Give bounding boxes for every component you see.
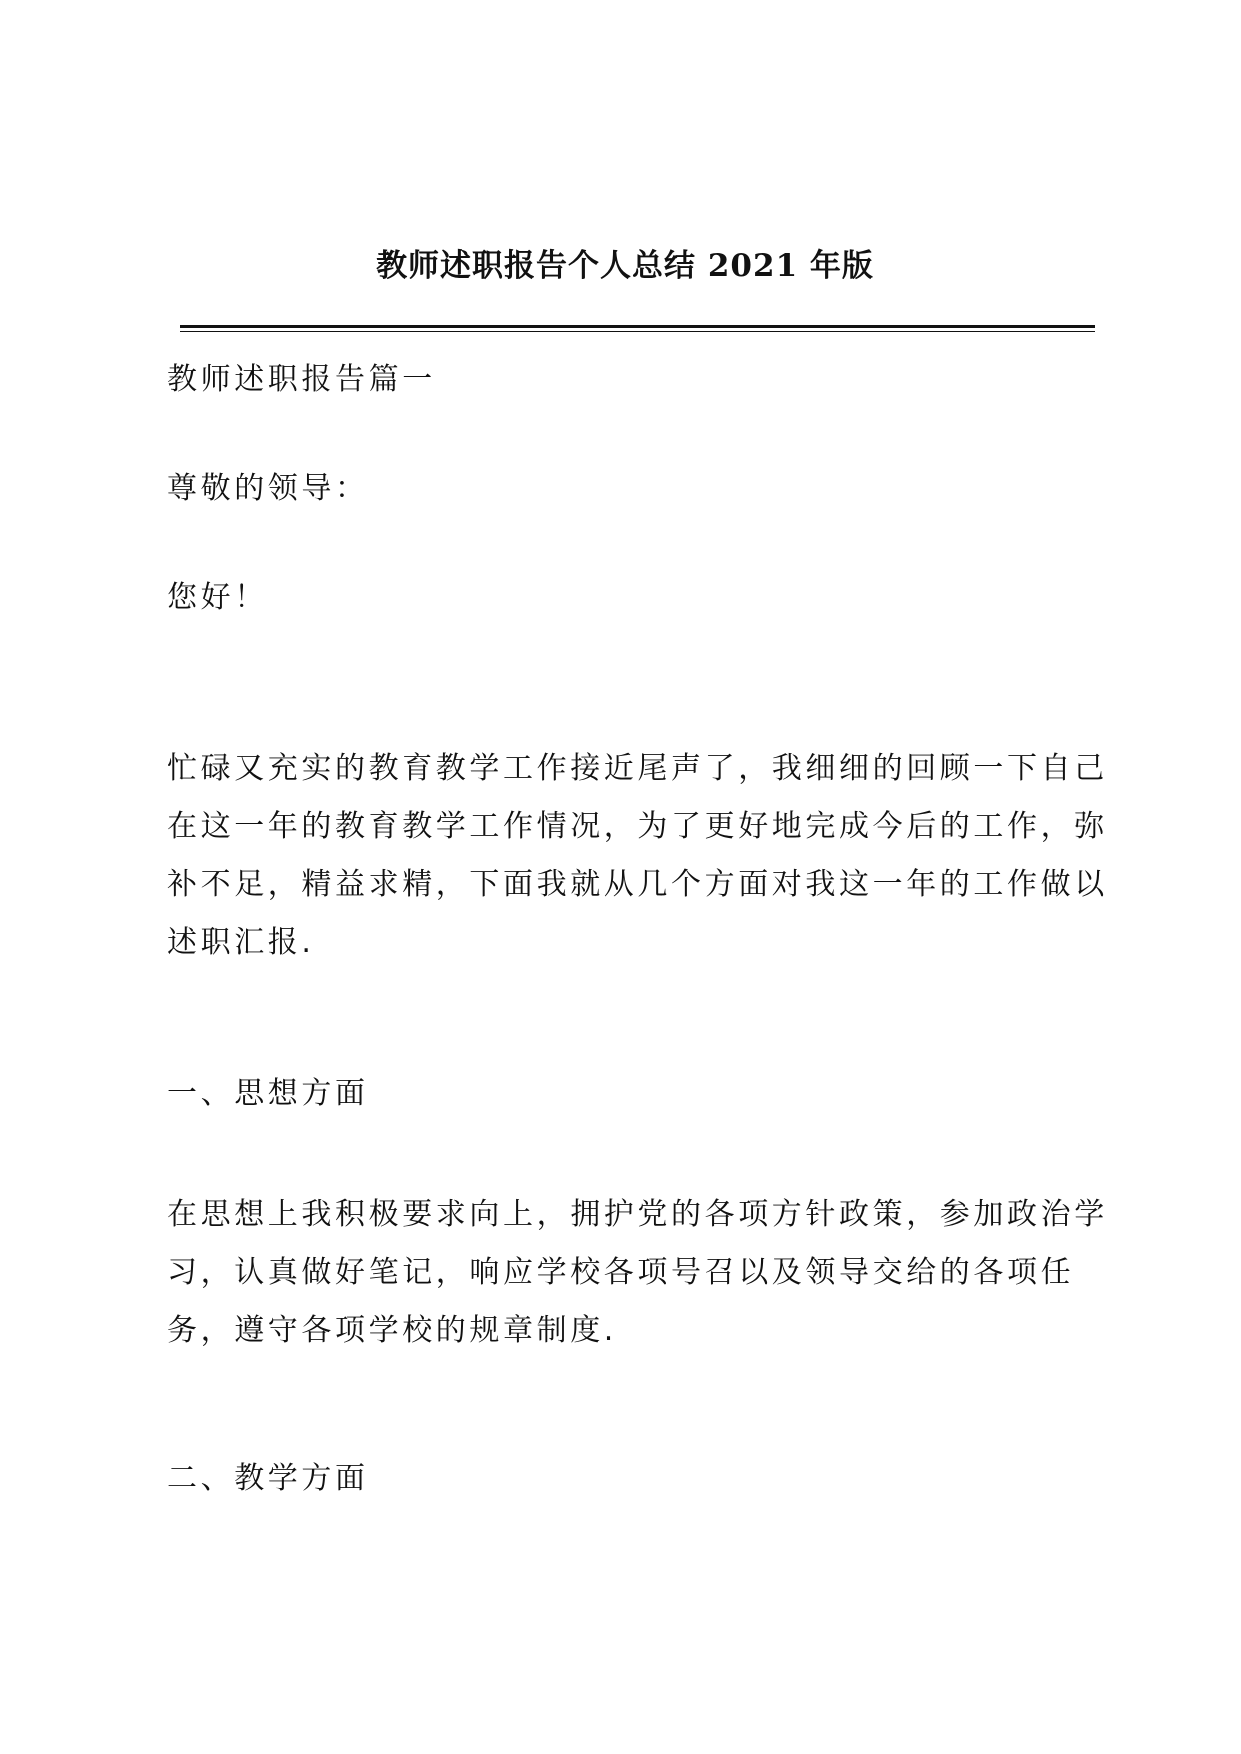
heading-thought: 一、思想方面 — [167, 1076, 369, 1111]
paragraph-line: 述职汇报. — [167, 925, 315, 960]
title-divider-thin — [180, 331, 1095, 332]
paragraph-line: 忙碌又充实的教育教学工作接近尾声了，我细细的回顾一下自己 — [167, 751, 1108, 786]
salutation: 尊敬的领导： — [167, 471, 369, 506]
paragraph-line: 在这一年的教育教学工作情况，为了更好地完成今后的工作，弥 — [167, 809, 1108, 844]
greeting: 您好！ — [167, 580, 268, 615]
intro-paragraph — [167, 740, 1107, 972]
paragraph-line: 务，遵守各项学校的规章制度. — [167, 1313, 617, 1348]
heading-teaching: 二、教学方面 — [167, 1461, 369, 1496]
document-title: 教师述职报告个人总结 2021 年版 — [376, 248, 874, 284]
paragraph-line: 补不足，精益求精，下面我就从几个方面对我这一年的工作做以 — [167, 867, 1108, 902]
thought-paragraph — [167, 1186, 1107, 1360]
section-heading: 教师述职报告篇一 — [167, 362, 436, 397]
title-divider-thick — [180, 325, 1095, 328]
paragraph-line: 习，认真做好笔记，响应学校各项号召以及领导交给的各项任 — [167, 1255, 1075, 1290]
paragraph-line: 在思想上我积极要求向上，拥护党的各项方针政策，参加政治学 — [167, 1197, 1108, 1232]
